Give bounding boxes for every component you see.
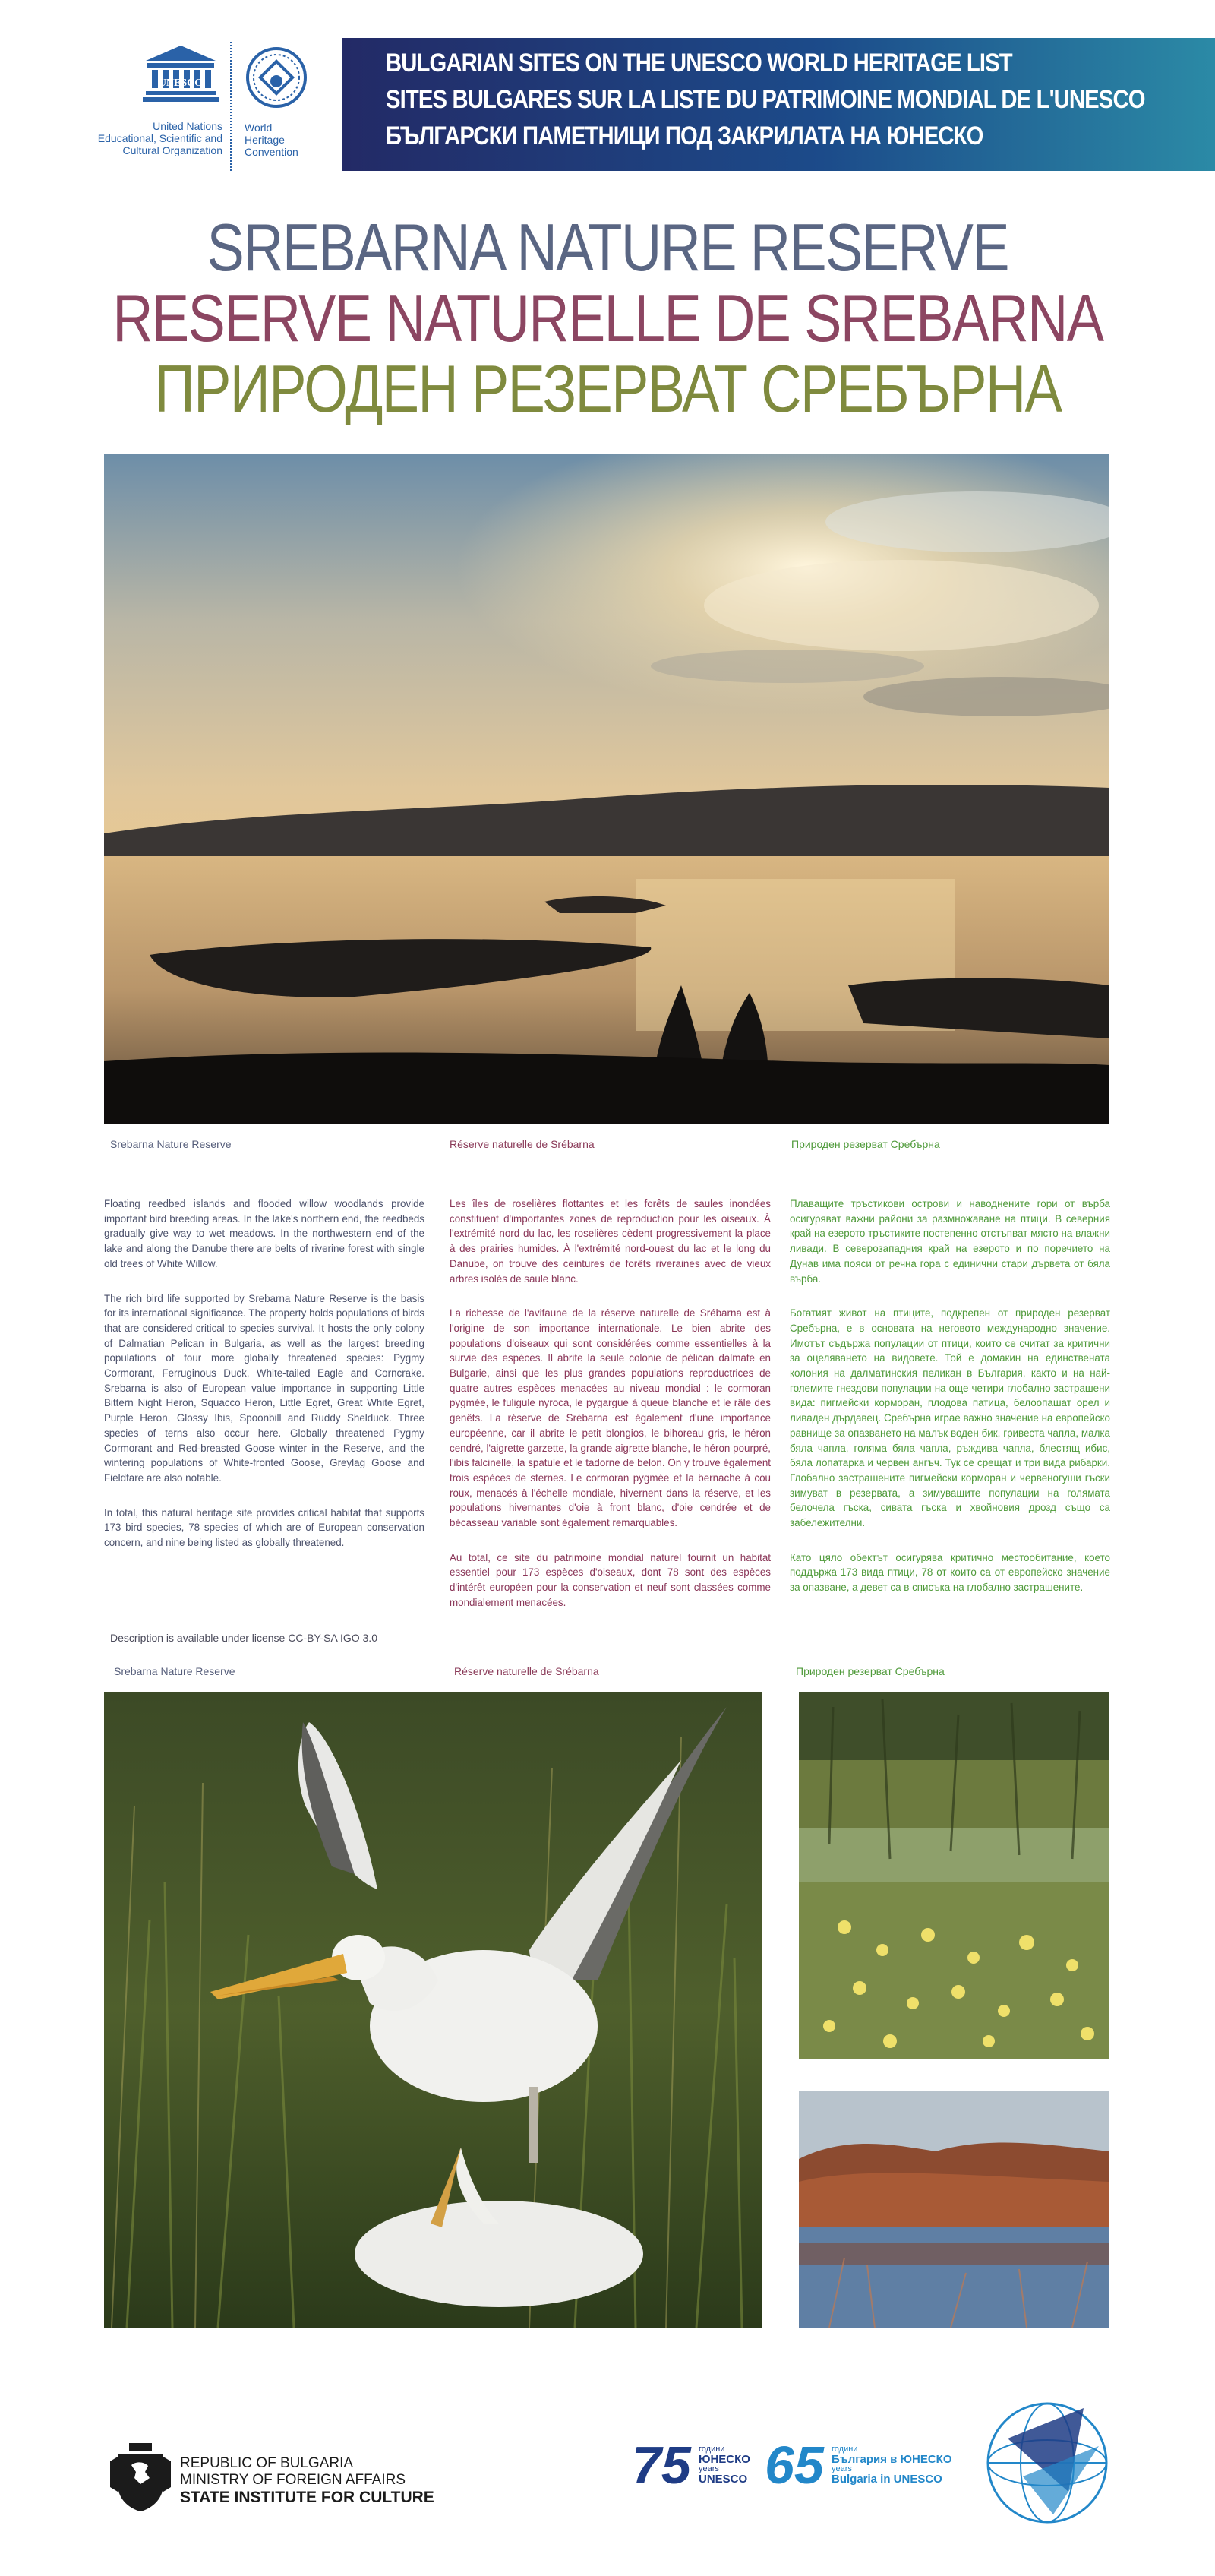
footer-anniversary-logos (632, 2393, 1118, 2530)
unesco-org-line: Cultural Organization (122, 144, 222, 156)
caption-photos-fr: Réserve naturelle de Srébarna (454, 1665, 599, 1677)
paragraph: La richesse de l'avifaune de la réserve naturelle de Srébarna est à l'origine de son importance internationale. Le bien abrite des populations d'oiseaux qui sont considérées comme essentielles à la survie des espèces. Il abrite la seule colonie de pélican dalmate en Bulgarie, ainsi que les plus grandes populations reproductrices de quatre autres espèces menacées au niveau mondial : le cormoran pygmée, le fuligule nyroca, le pygargue à queue blanche et le râle des genêts. La réserve de Srébarna est également d'une importance européenne, car il abrite le petit blongios, le bihoreau gris, le héron cendré, l'aigrette garzette, la grande aigrette blanche, le héron pourpré, l'ibis falcinelle, la spatule et le tadorne de belon. On y trouve également trois espèces de sternes. Le cormoran pygmée et la bernache à cou roux, menacés à l'échelle mondiale, hivernent dans la réserve, et les populations hivernantes d'oie à front blanc, d'oie cendrée et de bécasseau variable sont également remarquables. (450, 1307, 771, 1529)
bulgarian-crest-icon (110, 2439, 171, 2511)
description-en (104, 1196, 424, 1570)
anniversary-75-label (699, 2445, 750, 2484)
footer-line-institute: STATE INSTITUTE FOR CULTURE (180, 2489, 434, 2506)
globe-logo-icon (977, 2393, 1118, 2530)
unesco-org-line: Educational, Scientific and (97, 132, 222, 144)
page-title-fr (0, 280, 1215, 356)
page-title-bg (0, 351, 1215, 426)
anniversary-label-line: years (699, 2464, 719, 2473)
paragraph: Богатият живот на птиците, подкрепен от природен резерват Сребърна, е в основата на неговото международно значение. Имотът съдържа популации от птици, които се считат за критични за оцеляването на видовете. Той е домакин на единствената колония на далматинския пеликан в България, както и на най-големите гнездови популации на още четири глобално застрашени вида: пигмейски корморан, плодова патица, белоопашат орел и ливаден дърдавец. Сребърна играе важно значение на европейско равнище за опазването на малък воден бик, гривеста чапла, малка бяла чапла, голяма бяла чапла, ръждива чапла, блестящ ибис, бяла лопатарка и червен ангъч. Тук се срещат и три вида рибарки. Глобално застрашените пигмейски корморан и червеногуши гъски зимуват в резервата, а зимуващите популации на голямата белочела гъска, сивата гъска и хвойновия дрозд също са забележителни. (790, 1307, 1110, 1529)
header-line-en: BULGARIAN SITES ON THE UNESCO WORLD HERITAGE LIST (386, 49, 1012, 77)
unesco-org-line: United Nations (153, 120, 222, 132)
whc-line: World (245, 122, 273, 134)
logo-divider (230, 42, 232, 171)
caption-photos-bg: Природен резерват Сребърна (796, 1665, 945, 1677)
anniversary-label-line: UNESCO (699, 2473, 748, 2486)
world-heritage-emblem-icon (245, 46, 308, 109)
hero-photo-sunset-lake (104, 454, 1109, 1124)
paragraph: Au total, ce site du patrimoine mondial naturel fournit un habitat essentiel pour 173 espèces d'oiseaux, dont 78 sont des espèces d'intérêt européen pour la conservation et neuf sont classées comme mondialement menacées. (450, 1551, 771, 1608)
paragraph: Като цяло обектът осигурява критично местообитание, което поддържа 173 вида птици, 78 от които са от европейско значение за опазване, а девет са в списъка на глобално застрашените. (790, 1551, 1110, 1594)
page-title-en-text: SREBARNA NATURE RESERVE (207, 210, 1008, 285)
paragraph: Плаващите тръстикови острови и наводнените гори от върба осигуряват важни райони за размножаване на птици. В северния край на езерото тръстиките постепенно отстъпват място на влажни ливади. В северозападния край на езерото и по поречието на Дунав има пояси от речна гора с единични стари дървета от бяла върба. (790, 1198, 1110, 1285)
unesco-org-name (90, 120, 222, 156)
header-line-bg: БЪЛГАРСКИ ПАМЕТНИЦИ ПОД ЗАКРИЛАТА НА ЮНЕСКО (386, 122, 983, 150)
anniversary-label-line: България в ЮНЕСКО (832, 2453, 952, 2466)
whc-name (245, 122, 298, 158)
header-band (342, 38, 1215, 171)
water-lily-photo (799, 1692, 1109, 2059)
anniversary-65-label (832, 2445, 952, 2484)
page-title-bg-text: ПРИРОДЕН РЕЗЕРВАТ СРЕБЪРНА (154, 351, 1061, 426)
caption-hero-bg: Природен резерват Сребърна (791, 1138, 940, 1150)
footer-line-ministry: MINISTRY OF FOREIGN AFFAIRS (180, 2472, 406, 2488)
anniversary-label-line: years (832, 2464, 852, 2473)
caption-hero-fr: Réserve naturelle de Srébarna (450, 1138, 595, 1150)
page-title-fr-text: RESERVE NATURELLE DE SREBARNA (112, 280, 1103, 356)
paragraph: Les îles de roselières flottantes et les forêts de saules inondées constituent d'importantes zones de reproduction pour les oiseaux. À l'extrémité nord du lac, les roselières cèdent progressivement la place à des prairies humides. À l'extrémité nord-ouest du lac et le long du Danube, on trouve des ceintures de forêts riveraines avec de vieux arbres isolés de saule blanc. (450, 1198, 771, 1285)
unesco-logo (90, 44, 234, 166)
anniversary-65-number: 65 (765, 2435, 824, 2495)
footer-line-republic: REPUBLIC OF BULGARIA (180, 2455, 354, 2471)
anniversary-label-line: години (699, 2445, 725, 2454)
flooded-forest-photo (799, 2091, 1109, 2328)
anniversary-label-line: години (832, 2445, 858, 2454)
whc-line: Convention (245, 146, 298, 158)
caption-hero-en: Srebarna Nature Reserve (110, 1138, 232, 1150)
anniversary-label-line: ЮНЕСКО (699, 2453, 750, 2466)
pelican-photo (104, 1692, 762, 2328)
paragraph: In total, this natural heritage site provides critical habitat that supports 173 bird species, 78 species of which are of European conservation concern, and nine being listed as globally threatened. (104, 1506, 424, 1549)
header-line-fr: SITES BULGARES SUR LA LISTE DU PATRIMOINE MONDIAL DE L'UNESCO (386, 85, 1145, 114)
unesco-wordmark: UNESCO (158, 77, 204, 89)
anniversary-label-line: Bulgaria in UNESCO (832, 2473, 942, 2486)
license-note: Description is available under license CC-BY-SA IGO 3.0 (110, 1632, 377, 1644)
anniversary-75-number: 75 (632, 2435, 691, 2495)
footer-ministry (110, 2439, 434, 2514)
page-title-en (0, 210, 1215, 285)
unesco-temple-icon (143, 44, 219, 106)
caption-photos-en: Srebarna Nature Reserve (114, 1665, 235, 1677)
description-bg (790, 1196, 1110, 1615)
paragraph: The rich bird life supported by Srebarna Nature Reserve is the basis for its international significance. The property holds populations of birds that are considered critical to species survival. It hosts the only colony of Dalmatian Pelican in Bulgaria, as well as the largest breeding populations of four more globally threatened species: Pygmy Cormorant, Ferruginous Duck, White-tailed Eagle and Corncrake. Srebarna is also of European value importance in supporting Little Bittern Night Heron, Squacco Heron, Little Egret, Great White Egret, Purple Heron, Glossy Ibis, Spoonbill and Ruddy Shelduck. Three species of terns also occur here. Globally threatened Pygmy Cormorant and Red-breasted Goose winter in the Reserve, and the wintering populations of White-fronted Goose, Greylag Goose and Fieldfare are also notable. (104, 1292, 424, 1484)
description-fr (450, 1196, 771, 1630)
paragraph: Floating reedbed islands and flooded willow woodlands provide important bird breeding areas. In the lake's northern end, the reedbeds gradually give way to wet meadows. In the northwestern end of the lake and along the Danube there are belts of riverine forest with single old trees of White Willow. (104, 1198, 424, 1269)
whc-line: Heritage (245, 134, 285, 146)
